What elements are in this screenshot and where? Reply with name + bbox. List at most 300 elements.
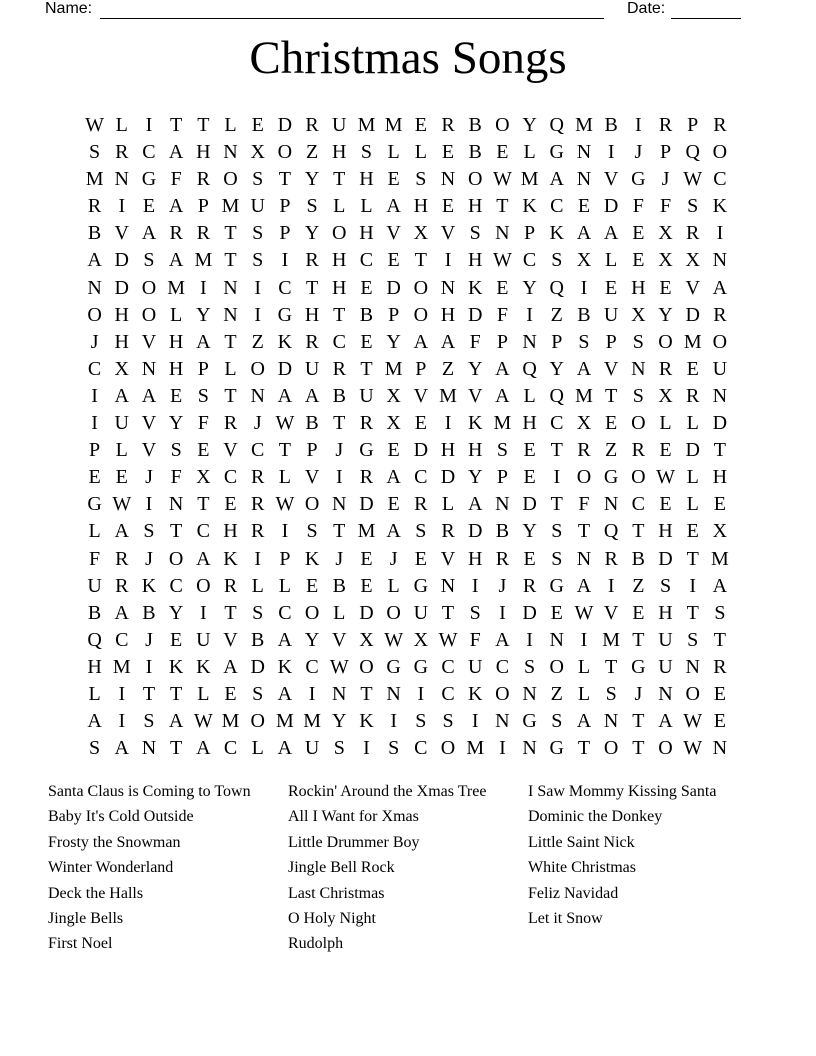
- grid-letter: I: [200, 601, 207, 624]
- grid-letter: F: [469, 330, 481, 353]
- grid-letter: R: [305, 330, 319, 353]
- grid-letter: V: [386, 222, 401, 245]
- grid-letter: A: [168, 249, 184, 272]
- word-list-item: Little Drummer Boy: [288, 833, 420, 851]
- grid-letter: O: [386, 601, 401, 624]
- grid-letter: A: [386, 466, 401, 489]
- grid-row: [81, 139, 734, 166]
- grid-letter: Y: [304, 222, 320, 245]
- grid-letter: M: [384, 357, 403, 380]
- grid-letter: X: [712, 520, 728, 543]
- grid-letter: L: [224, 114, 237, 136]
- grid-letter: G: [549, 141, 564, 164]
- grid-row: [81, 518, 734, 545]
- grid-letter: L: [523, 141, 536, 164]
- grid-letter: V: [603, 601, 619, 624]
- grid-letter: X: [658, 249, 673, 272]
- grid-letter: Q: [603, 520, 619, 543]
- grid-letter: A: [495, 628, 510, 651]
- grid-letter: S: [306, 195, 318, 218]
- grid-letter: O: [440, 737, 456, 760]
- date-label: Date:: [627, 0, 666, 17]
- grid-letter: A: [576, 222, 592, 245]
- grid-letter: U: [250, 195, 265, 218]
- grid-letter: O: [87, 303, 102, 326]
- word-list-item: Dominic the Donkey: [528, 808, 663, 826]
- grid-letter: C: [87, 357, 102, 380]
- grid-letter: A: [114, 520, 129, 543]
- grid-letter: D: [386, 276, 401, 299]
- grid-letter: A: [440, 330, 456, 353]
- grid-letter: N: [440, 574, 456, 597]
- grid-row: [81, 220, 734, 247]
- grid-letter: P: [197, 195, 209, 218]
- grid-letter: E: [251, 114, 264, 136]
- grid-letter: R: [658, 114, 673, 136]
- grid-letter: L: [686, 412, 699, 435]
- grid-letter: D: [522, 601, 537, 624]
- grid-letter: G: [549, 574, 564, 597]
- grid-letter: O: [658, 737, 673, 760]
- grid-letter: S: [578, 330, 590, 353]
- word-list-item: Frosty the Snowman: [48, 833, 181, 851]
- grid-letter: H: [712, 466, 728, 489]
- grid-letter: U: [359, 384, 374, 407]
- grid-letter: O: [332, 222, 347, 245]
- grid-letter: G: [141, 168, 157, 191]
- grid-letter: U: [712, 357, 728, 380]
- grid-letter: G: [413, 574, 429, 597]
- grid-letter: T: [577, 737, 591, 760]
- grid-letter: V: [332, 628, 347, 651]
- grid-letter: R: [332, 357, 346, 380]
- grid-letter: A: [277, 737, 293, 760]
- grid-letter: I: [145, 655, 153, 678]
- grid-letter: S: [469, 601, 481, 624]
- grid-letter: R: [196, 222, 211, 245]
- grid-letter: O: [250, 357, 265, 380]
- grid-letter: Y: [467, 357, 483, 380]
- grid-letter: E: [197, 439, 210, 462]
- grid-letter: L: [251, 574, 264, 597]
- grid-letter: A: [658, 710, 673, 733]
- grid-letter: E: [88, 466, 101, 489]
- grid-letter: H: [332, 249, 347, 272]
- grid-letter: T: [197, 114, 210, 136]
- grid-letter: B: [604, 114, 618, 136]
- grid-letter: I: [635, 114, 642, 136]
- grid-letter: L: [523, 384, 536, 407]
- grid-letter: T: [550, 439, 563, 462]
- grid-letter: S: [143, 520, 155, 543]
- grid-letter: Y: [658, 303, 673, 326]
- grid-letter: I: [308, 682, 316, 705]
- grid-letter: T: [632, 710, 645, 733]
- grid-letter: X: [631, 303, 646, 326]
- word-list-item: Rockin' Around the Xmas Tree: [288, 783, 487, 800]
- grid-letter: K: [712, 195, 728, 218]
- grid-letter: R: [251, 520, 265, 543]
- grid-letter: I: [200, 276, 207, 299]
- grid-letter: O: [495, 682, 510, 705]
- grid-letter: R: [686, 222, 700, 245]
- grid-letter: P: [306, 439, 318, 462]
- grid-row: [81, 437, 734, 464]
- grid-letter: M: [357, 114, 376, 136]
- grid-letter: I: [580, 628, 588, 651]
- grid-letter: I: [91, 412, 98, 435]
- grid-letter: O: [495, 114, 510, 136]
- grid-letter: A: [114, 384, 129, 407]
- grid-letter: D: [685, 439, 700, 462]
- grid-letter: D: [658, 547, 673, 570]
- grid-letter: R: [305, 114, 319, 136]
- grid-letter: T: [278, 439, 292, 462]
- grid-letter: N: [440, 276, 456, 299]
- grid-letter: G: [87, 493, 102, 516]
- grid-letter: X: [685, 249, 700, 272]
- grid-letter: O: [631, 412, 646, 435]
- grid-letter: D: [603, 195, 619, 218]
- grid-letter: H: [87, 655, 102, 678]
- grid-letter: S: [605, 682, 617, 705]
- grid-letter: Q: [549, 384, 564, 407]
- grid-row: [81, 112, 734, 139]
- grid-letter: M: [85, 168, 104, 191]
- grid-letter: E: [360, 574, 373, 597]
- grid-letter: L: [360, 195, 373, 218]
- grid-letter: S: [415, 520, 427, 543]
- grid-letter: F: [659, 195, 672, 218]
- grid-letter: X: [658, 384, 673, 407]
- grid-letter: P: [415, 357, 427, 380]
- grid-row: [81, 464, 734, 491]
- word-list-item: Jingle Bell Rock: [288, 859, 395, 877]
- grid-row: [81, 410, 734, 437]
- grid-letter: R: [713, 655, 727, 678]
- grid-letter: G: [413, 655, 429, 678]
- grid-letter: R: [495, 547, 510, 570]
- word-list-item: All I Want for Xmas: [288, 808, 419, 826]
- grid-letter: A: [712, 574, 728, 597]
- grid-letter: W: [492, 249, 512, 272]
- grid-letter: A: [386, 520, 401, 543]
- grid-letter: R: [169, 222, 183, 245]
- grid-letter: B: [577, 303, 591, 326]
- grid-letter: G: [631, 655, 646, 678]
- grid-letter: J: [634, 141, 643, 164]
- grid-letter: B: [332, 384, 346, 407]
- grid-letter: N: [712, 384, 728, 407]
- grid-letter: V: [141, 439, 157, 462]
- grid-letter: Z: [605, 439, 618, 462]
- grid-letter: C: [414, 737, 428, 760]
- grid-letter: L: [387, 141, 400, 164]
- grid-letter: T: [224, 601, 237, 624]
- grid-letter: B: [359, 303, 374, 326]
- grid-letter: A: [141, 222, 157, 245]
- grid-letter: C: [495, 655, 510, 678]
- grid-letter: H: [223, 520, 238, 543]
- grid-letter: M: [493, 412, 512, 435]
- grid-letter: S: [551, 520, 563, 543]
- grid-letter: S: [659, 574, 672, 597]
- grid-letter: P: [659, 141, 672, 164]
- grid-letter: A: [196, 547, 211, 570]
- grid-letter: M: [575, 384, 593, 407]
- grid-letter: A: [141, 384, 157, 407]
- word-list-item: Jingle Bells: [48, 910, 124, 928]
- grid-letter: M: [303, 710, 321, 733]
- grid-letter: Q: [87, 628, 102, 651]
- grid-letter: T: [305, 276, 319, 299]
- grid-letter: A: [196, 330, 211, 353]
- grid-letter: J: [253, 412, 262, 435]
- grid-letter: V: [467, 384, 483, 407]
- grid-letter: R: [223, 412, 238, 435]
- grid-letter: S: [551, 710, 563, 733]
- grid-letter: I: [499, 601, 506, 624]
- grid-letter: E: [523, 547, 536, 570]
- grid-letter: S: [632, 384, 644, 407]
- grid-letter: O: [576, 466, 592, 489]
- grid-letter: A: [196, 737, 211, 760]
- grid-letter: W: [193, 710, 213, 733]
- grid-letter: E: [414, 114, 427, 136]
- grid-letter: B: [631, 547, 646, 570]
- grid-letter: R: [414, 493, 428, 516]
- grid-row: [81, 627, 734, 654]
- word-list-item: Winter Wonderland: [48, 859, 174, 877]
- grid-letter: N: [685, 655, 700, 678]
- grid-letter: I: [526, 628, 533, 651]
- grid-letter: H: [467, 195, 483, 218]
- grid-row: [81, 356, 734, 383]
- grid-letter: H: [196, 141, 211, 164]
- grid-letter: P: [279, 547, 291, 570]
- grid-letter: I: [281, 249, 289, 272]
- grid-letter: E: [686, 357, 699, 380]
- grid-letter: H: [359, 168, 374, 191]
- grid-letter: C: [550, 195, 564, 218]
- grid-letter: O: [304, 601, 320, 624]
- grid-letter: M: [602, 628, 621, 651]
- grid-letter: D: [440, 466, 456, 489]
- grid-letter: R: [115, 574, 129, 597]
- grid-letter: I: [145, 493, 153, 516]
- grid-letter: T: [605, 655, 618, 678]
- grid-letter: N: [223, 276, 238, 299]
- grid-letter: D: [277, 114, 293, 136]
- grid-letter: N: [495, 493, 510, 516]
- grid-letter: T: [142, 682, 156, 705]
- grid-letter: N: [712, 249, 728, 272]
- grid-letter: J: [145, 466, 153, 489]
- grid-letter: A: [168, 710, 184, 733]
- grid-letter: S: [252, 601, 264, 624]
- word-search-grid: [81, 112, 734, 762]
- grid-letter: J: [145, 628, 153, 651]
- grid-letter: N: [332, 493, 347, 516]
- grid-letter: T: [713, 439, 727, 462]
- word-list-item: Feliz Navidad: [528, 884, 619, 902]
- word-list-item: Baby It's Cold Outside: [48, 808, 194, 826]
- grid-letter: H: [359, 222, 374, 245]
- grid-row: [81, 546, 734, 573]
- grid-letter: K: [141, 574, 157, 597]
- grid-letter: G: [277, 303, 293, 326]
- grid-letter: R: [305, 249, 319, 272]
- grid-letter: N: [223, 141, 238, 164]
- grid-letter: G: [631, 168, 646, 191]
- grid-letter: H: [304, 303, 320, 326]
- date-blank-line: [671, 2, 741, 19]
- grid-letter: H: [413, 195, 429, 218]
- grid-letter: C: [223, 466, 238, 489]
- grid-letter: S: [469, 222, 481, 245]
- grid-letter: N: [576, 547, 592, 570]
- grid-letter: A: [603, 222, 619, 245]
- grid-letter: X: [576, 249, 592, 272]
- grid-letter: H: [168, 357, 184, 380]
- grid-letter: V: [685, 276, 700, 299]
- grid-letter: N: [658, 682, 673, 705]
- grid-letter: C: [142, 141, 156, 164]
- grid-letter: E: [387, 439, 400, 462]
- grid-letter: E: [632, 249, 645, 272]
- grid-letter: M: [357, 520, 376, 543]
- grid-letter: L: [441, 493, 455, 516]
- grid-letter: S: [252, 249, 264, 272]
- word-list-item: Last Christmas: [288, 884, 385, 902]
- grid-letter: E: [713, 710, 727, 733]
- grid-letter: N: [522, 330, 537, 353]
- grid-letter: M: [384, 114, 403, 136]
- grid-letter: V: [440, 547, 456, 570]
- grid-letter: I: [118, 710, 126, 733]
- grid-letter: S: [143, 249, 155, 272]
- grid-letter: V: [440, 222, 456, 245]
- grid-letter: J: [498, 574, 507, 597]
- grid-letter: N: [440, 168, 456, 191]
- grid-letter: E: [659, 276, 672, 299]
- grid-letter: O: [141, 276, 157, 299]
- grid-letter: O: [250, 710, 265, 733]
- grid-letter: A: [114, 601, 129, 624]
- grid-letter: I: [607, 141, 615, 164]
- grid-letter: R: [441, 520, 455, 543]
- grid-letter: C: [305, 655, 319, 678]
- grid-letter: R: [359, 466, 374, 489]
- grid-letter: E: [224, 682, 237, 705]
- grid-letter: X: [386, 412, 401, 435]
- grid-letter: W: [683, 710, 703, 733]
- grid-letter: E: [305, 574, 319, 597]
- grid-letter: X: [359, 628, 374, 651]
- grid-letter: B: [87, 222, 102, 245]
- grid-letter: I: [363, 737, 370, 760]
- grid-letter: C: [441, 682, 455, 705]
- grid-letter: N: [603, 710, 619, 733]
- grid-letter: W: [574, 601, 594, 624]
- grid-letter: H: [114, 330, 129, 353]
- grid-letter: V: [304, 466, 320, 489]
- grid-letter: F: [170, 466, 182, 489]
- grid-letter: M: [683, 330, 702, 353]
- grid-letter: W: [438, 628, 458, 651]
- grid-letter: N: [522, 737, 537, 760]
- grid-letter: N: [522, 682, 537, 705]
- grid-letter: O: [304, 493, 320, 516]
- grid-letter: D: [277, 357, 293, 380]
- grid-letter: A: [576, 710, 592, 733]
- grid-letter: K: [304, 547, 320, 570]
- grid-letter: A: [386, 195, 401, 218]
- grid-letter: L: [414, 141, 427, 164]
- grid-letter: A: [495, 357, 510, 380]
- grid-letter: D: [712, 412, 728, 435]
- grid-letter: C: [196, 520, 211, 543]
- page-title: Christmas Songs: [249, 32, 567, 84]
- grid-letter: E: [360, 330, 373, 353]
- grid-letter: T: [686, 601, 699, 624]
- grid-letter: N: [712, 737, 728, 760]
- grid-letter: T: [713, 628, 727, 651]
- grid-letter: O: [712, 330, 728, 353]
- grid-letter: O: [359, 655, 374, 678]
- grid-letter: I: [417, 682, 425, 705]
- grid-letter: H: [332, 141, 347, 164]
- grid-letter: I: [471, 574, 479, 597]
- word-list-item: Rudolph: [288, 935, 344, 953]
- grid-letter: I: [526, 303, 533, 326]
- grid-letter: B: [495, 520, 510, 543]
- word-list-item: White Christmas: [528, 859, 636, 877]
- grid-letter: N: [495, 710, 510, 733]
- grid-letter: V: [223, 439, 238, 462]
- grid-row: [81, 166, 734, 193]
- grid-letter: A: [114, 737, 129, 760]
- grid-letter: H: [658, 520, 673, 543]
- grid-letter: X: [658, 222, 673, 245]
- grid-letter: E: [387, 168, 400, 191]
- grid-letter: A: [223, 655, 238, 678]
- grid-letter: H: [658, 601, 673, 624]
- grid-letter: V: [223, 628, 238, 651]
- word-list-column-2: [288, 779, 486, 957]
- grid-letter: I: [254, 547, 262, 570]
- grid-letter: R: [522, 574, 537, 597]
- grid-letter: Y: [332, 710, 347, 733]
- grid-letter: U: [332, 114, 347, 136]
- grid-letter: N: [223, 303, 238, 326]
- grid-letter: S: [252, 168, 264, 191]
- grid-letter: J: [661, 168, 670, 191]
- grid-letter: L: [387, 574, 400, 597]
- grid-letter: E: [441, 141, 455, 164]
- grid-letter: M: [221, 710, 240, 733]
- grid-letter: R: [686, 384, 700, 407]
- grid-letter: G: [522, 710, 537, 733]
- grid-letter: A: [712, 276, 728, 299]
- grid-letter: E: [632, 601, 645, 624]
- grid-letter: Z: [251, 330, 264, 353]
- grid-letter: I: [444, 249, 452, 272]
- grid-letter: C: [115, 628, 129, 651]
- word-list-column-3: [528, 779, 716, 931]
- grid-letter: I: [444, 412, 452, 435]
- grid-letter: U: [658, 628, 673, 651]
